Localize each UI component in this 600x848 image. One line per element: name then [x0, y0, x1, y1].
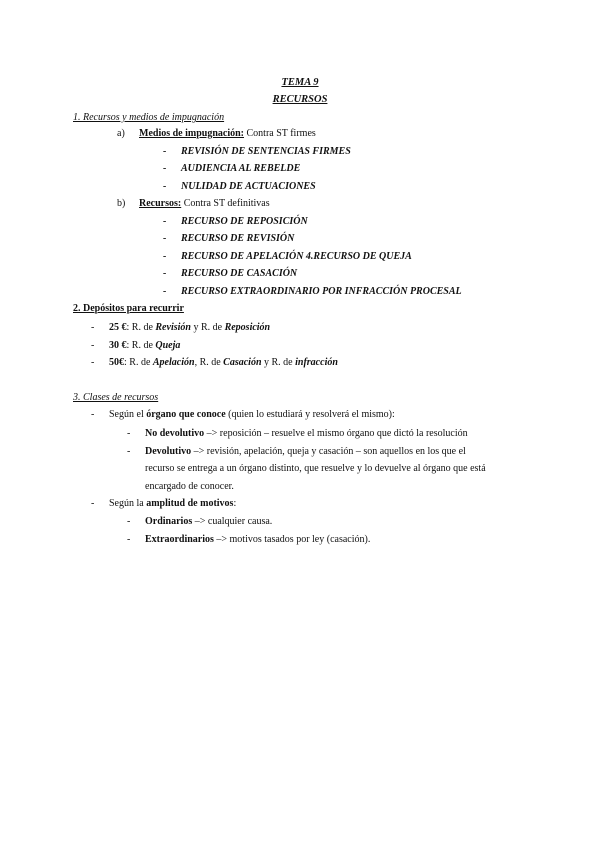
doc-subtitle: RECURSOS	[272, 94, 328, 105]
list-item: - RECURSO DE APELACIÓN 4.RECURSO DE QUEJA	[163, 251, 412, 262]
item-a-rest: Contra ST firmes	[244, 128, 316, 139]
list-item: - RECURSO DE REPOSICIÓN	[163, 216, 308, 227]
devolutivo-item: - Devolutivo –> revisión, apelación, queja y casación – son aquellos en los que el	[127, 446, 466, 457]
item-b	[117, 197, 270, 210]
item-b-marker: b)	[117, 198, 126, 209]
list-item: - RECURSO DE CASACIÓN	[163, 268, 298, 279]
item-a	[117, 127, 316, 140]
list-item: - AUDIENCIA AL REBELDE	[163, 163, 301, 174]
extraordinarios-item: - Extraordinarios –> motivos tasados por ley (casación).	[127, 534, 371, 545]
item-b-label: Recursos:	[139, 198, 182, 209]
list-item: - RECURSO EXTRAORDINARIO POR INFRACCIÓN PROCESAL	[163, 286, 462, 297]
no-devolutivo-item: - No devolutivo –> reposición – resuelve el mismo órgano que dictó la resolución	[127, 428, 468, 439]
class-criterion-organ: - Según el órgano que conoce (quien lo estudiará y resolverá el mismo):	[91, 409, 395, 420]
class-criterion-motives: - Según la amplitud de motivos:	[91, 498, 237, 509]
ordinarios-item: - Ordinarios –> cualquier causa.	[127, 516, 273, 527]
deposit-item: - 50€: R. de Apelación, R. de Casación y R. de infracción	[91, 357, 338, 368]
devolutivo-continuation: recurso se entrega a un órgano distinto, que resuelve y lo devuelve al órgano que está	[145, 463, 486, 474]
section-1-heading: 1. Recursos y medios de impugnación	[73, 112, 225, 123]
item-a-label: Medios de impugnación:	[139, 128, 245, 139]
doc-title: TEMA 9	[281, 77, 319, 88]
list-item: - NULIDAD DE ACTUACIONES	[163, 181, 316, 192]
devolutivo-continuation: encargado de conocer.	[145, 481, 234, 492]
section-3-heading: 3. Clases de recursos	[73, 392, 159, 403]
list-item: - REVISIÓN DE SENTENCIAS FIRMES	[163, 146, 351, 157]
section-2-heading: 2. Depósitos para recurrir	[73, 303, 184, 314]
deposit-item: - 25 €: R. de Revisión y R. de Reposición	[91, 322, 271, 333]
list-item: - RECURSO DE REVISIÓN	[163, 233, 295, 244]
deposit-item: - 30 €: R. de Queja	[91, 340, 181, 351]
item-b-rest: Contra ST definitivas	[181, 198, 270, 209]
item-a-marker: a)	[117, 128, 125, 139]
